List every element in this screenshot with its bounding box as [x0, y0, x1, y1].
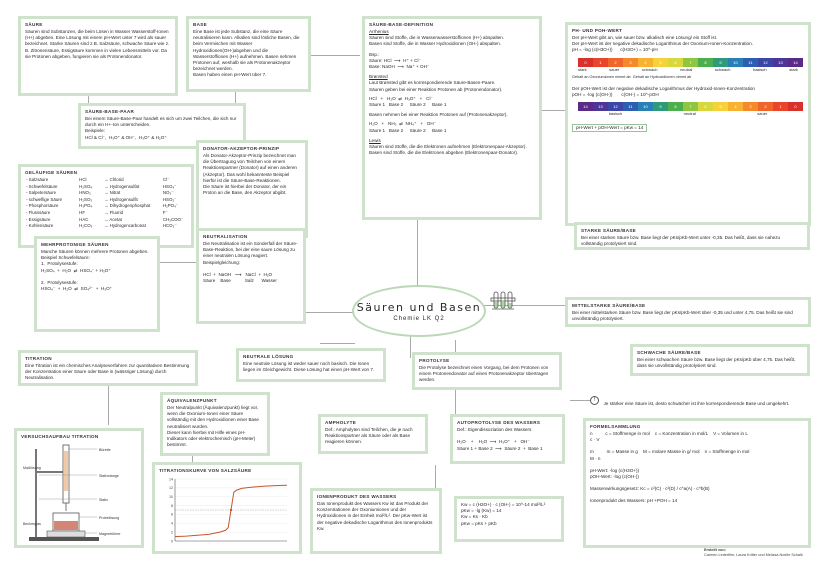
label-magnetruehrer: Magnetrührer [99, 532, 121, 536]
titration-card [18, 350, 198, 386]
table-cell: → Fluorid [104, 209, 124, 215]
titration-setup-illustration [21, 441, 141, 545]
aufbau-title: VERSUCHSAUFBAU TITRATION [21, 434, 99, 439]
table-row [25, 177, 187, 184]
y-tick-label: 4 [171, 521, 173, 526]
arrhenius-title: Arrhenius [369, 29, 389, 34]
formel-ionenprodukt: Ionenprodukt des Wassers: pH +POH = 14 [590, 498, 678, 504]
label-stark-2: stark [789, 66, 798, 72]
ampholyt-title: AMPHOLYTE [325, 420, 357, 425]
table-cell: - Essigsäure [26, 216, 51, 222]
poh-formula: pOH = -log (c(OH-)) c(OH-) = 10^-pOH [572, 92, 659, 98]
mehrprotonig-text: Manche Säuren können mehrere Protonen abgeben. Beispiel Schwefelsäure: 1. Protolysestufe: H₂SO₄ + H₂O ⇌ HSO₄⁻ + H₃O⁺ 2. Protolysestufe: HSO₄⁻ + H₂O ⇌ SO₄²⁻ + H₃O⁺ [41, 249, 149, 292]
protolyse-text: Die Protolyse bezeichnet einen Vorgang, bei dem Protonen von einem Protonendonator auf einen Protonenakzeptor übertragen werden. [419, 365, 550, 383]
titration-curve-chart [159, 475, 295, 549]
base-card [186, 16, 311, 92]
base-title: BASE [193, 22, 207, 27]
table-cell: → Hydrogencarbonat [104, 223, 146, 229]
ph-title: PH- UND POH-WERT [572, 28, 623, 33]
mehrprotonig-card [34, 236, 160, 332]
table-cell: → Acetat [104, 216, 122, 222]
ionenprodukt-text: Das Ionenprodukt des Wassers Kw ist das Produkt der Konzentrationen der Oxoniumionen und der Hydroxidionen in der Einheit mol²/L². Der pKw-Wert ist der negative dekadische Logarithmus des Ionenprodukts Kw. [317, 501, 434, 531]
bronsted-title: Brønsted [369, 74, 388, 80]
table-row [25, 197, 187, 204]
ampholyt-text: Def.: Ampholyten sind Teilchen, die je nach Reaktionspartner als Säure oder als Base reagieren können. [325, 427, 414, 445]
schwach-title: SCHWACHE SÄURE/BASE [637, 350, 701, 355]
staerker-text: Je stärker eine Säure ist, desto schwächer ist ihre korrespondierende Base und umgekehrt. [603, 401, 790, 406]
ampholyt-card [318, 414, 428, 454]
ph-formula-1: pH = -log (c(H3O+)) c(H3O+) = 10^-pH [572, 47, 658, 53]
kurve-card [152, 462, 302, 554]
table-cell: - Salpetersäure [26, 190, 57, 196]
table-cell: → Hydrogensulfat [104, 183, 140, 189]
label-stativ: Stativ [99, 498, 108, 502]
ph-scale-cell: 12 [758, 58, 773, 67]
sbdef-title: SÄURE-BASE-DEFINITION [369, 22, 434, 27]
ph-scale-cell: 9 [713, 58, 728, 67]
label-neutral: neutral [683, 111, 696, 117]
table-cell: CH₃COO⁻ [162, 216, 184, 222]
neutralisation-title: NEUTRALISATION [203, 234, 248, 239]
bronsted-equation-2: H₂O + NH₃ ⇌ NH₄⁺ + OH⁻ Säure 1 Base 2 Säure 2 Base 1 [369, 121, 447, 133]
formel-mwg: Massenwirkungsgesetz: Kc = c²(C) · c²(D) / c^a(A) · c^b(B) [590, 486, 710, 492]
label-buerette: Bürette [99, 448, 111, 452]
table-cell: HF [79, 209, 86, 215]
table-cell: H₃PO₄ [79, 203, 93, 209]
table-cell: H₂CO₃ [79, 223, 93, 229]
equivalence-point [230, 509, 232, 511]
ionenprodukt-title: IONENPRODUKT DES WASSERS [317, 494, 397, 499]
formel-ph: pH-Wert: -log (c(H3O+)) pOH-Wert: -log (c(OH-)) [590, 467, 640, 480]
bronsted-text-2: Basen nehmen bei einer Reaktion Protonen auf (Protonenakzeptor). [369, 112, 508, 118]
ph-scale-cell: 7 [683, 102, 698, 111]
connector [570, 400, 590, 401]
autoprotolyse-text: Def.: Eigendissoziation des Wassers H₂O + H₂O ⟶ H₃O⁺ + OH⁻ Säure 1 + Base 2 ⟶ Säure 2 + Base 1 [457, 427, 543, 451]
label-basisch: basisch [753, 66, 767, 72]
credit [704, 548, 822, 558]
aequivalenz-title: ÄQUIVALENZPUNKT [167, 398, 217, 403]
aequivalenz-text: Der Neutralpunkt (Äquivalenzpunkt) liegt vor, wenn die Oxonium-Ionen einer Säure vollständig mit den Hydroxidionen einer Base neutralisiert wurden. Dieser kann hierbei mit Hilfe eines pH-Indikators oder elektrochemisch (pH-Meter) bestimmt. [167, 405, 259, 448]
label-basisch: basisch [608, 111, 623, 117]
connector [435, 465, 436, 490]
sbdef-card [362, 16, 542, 220]
label-sauer: sauer [757, 111, 768, 117]
schwach-card [630, 344, 810, 376]
bronsted-equation-1: HCl + H₂O ⇌ H₃O⁺ + Cl⁻ Säure 1 Base 2 Säure 2 Base 1 [369, 95, 447, 108]
ph-scale-cell: 0 [788, 102, 803, 111]
y-tick-label: 12 [169, 486, 173, 491]
ph-scale-cell: 0 [578, 58, 593, 67]
center-title [352, 285, 486, 337]
label-probelosung: Probelösung [99, 516, 120, 520]
table-cell: - Schwefelsäure [26, 183, 58, 189]
credit-names: Carmen Lederfilm, Laura Kritter und Melissa Noelle Schalk [704, 553, 803, 557]
ph-note: Gehalt an Oxoniumionen nimmt ab Gehalt an Hydroxidionen nimmt ab [572, 74, 692, 79]
ph-scale-cell: 6 [698, 102, 713, 111]
konzept-text: Als Donator-Akzeptor-Prinzip bezeichnet man die Übertragung von Teilchen von einem Reaktionspartner (Donator) auf einen anderen (Akzeptor). Das wohl bekannteste Beispiel hierfür ist die Säure-Base-Reaktionen. Die Säure ist hierbei der Donator, der ein Proton an die Base, den Akzeptor abgibt. [203, 153, 297, 196]
mittel-card [565, 297, 811, 327]
lewis-text: Säuren sind Stoffe, die die Elektronen aufnehmen (Elektronenpaar-Akzeptor). Basen sind Stoffe, die die Elektronen abgeben (Elektronenpaar-Donator). [369, 144, 527, 156]
aequivalenz-card [160, 392, 270, 456]
ph-scale-cell: 14 [578, 102, 593, 111]
paar-title: SÄURE-BASE-PAAR [85, 109, 135, 114]
ph-text-2: Der pH-Wert ist der negative dekadische Logarithmus der Oxonium-Ionen-Konzentration. [572, 41, 753, 47]
saure-title: SÄURE [25, 22, 43, 27]
ph-scale-cell: 5 [653, 58, 668, 67]
table-cell: - Salzsäure [26, 177, 49, 182]
ph-scale-cell: 8 [668, 102, 683, 111]
ph-scale-labels [578, 67, 798, 72]
ph-scale-cell: 1 [593, 58, 608, 67]
saure-text: Säuren sind Substanzen, die beim Lösen in Wasser Wasserstoff-Ionen (H+) abgeben. Eine Lösung mit einem pH-Wert unter 7 wird als sauer bezeichnet. Starke Säuren sind z.B. Salzsäure, schwache Säure wie z. B. Zitronensäure, Essigsäure kommen in vielen Lebensmitteln vor. Da sie Protonen abgeben, fungieren sie als Protonendonator. [25, 29, 171, 59]
ph-scale-cell: 11 [623, 102, 638, 111]
connector [540, 110, 565, 111]
neutral-title: NEUTRALE LÖSUNG [243, 354, 294, 359]
staerker-note [590, 392, 820, 410]
mittel-text: Bei einer mittelstarken Säure bzw. Base liegt der pKs/pKb-Wert über -0,35 und unter 4,75. Das heißt sie sind unvollständig protolysiert. [572, 310, 795, 322]
starke-saeure-text: Bei einer starken Säure bzw. Base liegt der pKs/pKb-Wert unter -0,35. Das heißt, dass sie nahezu vollständig protolysiert sind. [581, 235, 782, 247]
page-title: Säuren und Basen [356, 300, 482, 314]
label-schwach-2: schwach [714, 66, 731, 72]
neutral-card [236, 348, 386, 382]
poh-text: Der pOH-Wert ist der negative dekadische Logarithmus der Hydroxid-Ionen-Konzentration [572, 85, 755, 91]
ph-scale-cell: 4 [638, 58, 653, 67]
label-sauer: sauer [609, 66, 620, 72]
y-tick-label: 2 [171, 530, 173, 535]
y-tick-label: 10 [169, 495, 173, 500]
poh-scale-labels [578, 111, 798, 116]
protolyse-card [412, 352, 562, 390]
table-cell: - Flusssäure [26, 209, 51, 215]
table-cell: → Hydrogensulfit [104, 196, 138, 202]
label-masslosung: Maßlösung [23, 466, 41, 470]
ph-scale-cell: 3 [623, 58, 638, 67]
starke-saeure-title: STARKE SÄURE/BASE [581, 228, 637, 233]
neutralisation-text: Die Neutralisation ist ein Sonderfall der Säure-Base-Reaktion, bei der eine saure Lösung zu einer neutralen Lösung reagiert. Beispielgleichung: HCl + NaOH ⟶ NaCl + H₂O Säure Base Salz Wasser [203, 241, 298, 284]
label-becherglas: Becherglas [23, 522, 41, 526]
ph-scale-cell: 13 [593, 102, 608, 111]
connector [108, 385, 109, 425]
base-text: Eine Base ist jede Substanz, die eine Säure neutralisieren kann. Alkalien sind lösliche Basen, die beim Vermischen mit Wasser Hydroxidionen(OH-)abgeben und die Wasserstoffionen (H+) aufnehmen. Basen nehmen Protonen auf, weshalb sie als Protonenakzeptor bezeichnet werden. Basen haben einen pH-Wert über 7. [193, 29, 300, 78]
saure-card [18, 16, 178, 96]
ph-card [565, 22, 811, 226]
ionenprodukt-formula-card [454, 496, 564, 542]
ph-scale-cell: 11 [743, 58, 758, 67]
table-cell: HNO₃ [79, 190, 91, 196]
neutral-text: Eine neutrale Lösung ist weder sauer noch basisch. Die Ionen liegen im Gleichgewicht. Diese Lösung hat einen pH-Wert von 7. [243, 361, 375, 373]
table-row [25, 203, 187, 210]
table-cell: HCl [79, 177, 87, 182]
ph-scale-cell: 8 [698, 58, 713, 67]
saeuren-title: GELÄUFIGE SÄUREN [25, 170, 78, 175]
table-cell: F⁻ [162, 209, 168, 215]
schwach-text: Bei einer schwachen Säure bzw. Base liegt der pKs/pKb über 4,75. Das heißt, dass sie unvollständig protolysiert sind. [637, 357, 797, 369]
ionenprodukt-card [310, 488, 442, 554]
poh-scale [578, 102, 803, 111]
ph-scale [578, 58, 804, 67]
ph-scale-cell: 14 [788, 58, 803, 67]
ph-text-1: Der pH-Wert gibt an, wie sauer bzw. alkalisch eine Lösung/ ein Stoff ist. [572, 35, 718, 40]
paar-text: Bei einem Säure-Base-Paar handelt es sich um zwei Teilchen, die sich nur durch ein H+-Ion unterscheiden. Beispiele: HCl & Cl⁻, H₃O⁺ & OH⁻, H₃O⁺ & H₂O⁺ [85, 116, 237, 140]
label-stativstange: Stativstange [99, 474, 119, 478]
table-cell: H₂SO₃ [79, 196, 93, 202]
table-cell: HSO₄⁻ [162, 183, 177, 189]
titration-text: Eine Titration ist ein chemisches Analyseverfahren zur quantitativen Bestimmung der Konzentration einer Säure oder Base in (wässriger Lösung) durch Neutralisation. [25, 363, 191, 381]
arrhenius-text: Säuren sind Stoffe, die in Wasserwasserstoffionen (H+) abspalten. Basen sind Stoffe, die in Wasser Hydroxidionen (OH-) abspalten. [369, 35, 505, 47]
kurve-title: TITRATIONSKURVE VON SALZSÄURE [159, 468, 252, 473]
table-cell: → Dihydrogenphosphat [104, 203, 151, 209]
y-tick-label: 6 [171, 512, 173, 517]
table-cell: H₂PO₄⁻ [162, 203, 179, 209]
ph-scale-cell: 3 [743, 102, 758, 111]
formel-masse: m m = Masse in g M = molare Masse in g/ mol n = Stoffmenge in mol M · n [590, 449, 750, 461]
formeln-title: FORMELSAMMLUNG [590, 424, 641, 429]
protolyse-title: PROTOLYSE [419, 358, 450, 363]
formel-konzentration: n c = Stoffmenge in mol c = Konzentration in mol/L V = Volumen in L c · V [590, 431, 748, 443]
ph-scale-cell: 9 [653, 102, 668, 111]
connector [310, 55, 360, 56]
ph-scale-cell: 12 [608, 102, 623, 111]
ph-scale-cell: 10 [638, 102, 653, 111]
table-cell: HCO₃⁻ [162, 223, 177, 229]
formeln-card [583, 418, 811, 548]
y-tick-label: 14 [169, 477, 173, 482]
table-cell: → Chlorid [104, 177, 124, 182]
starke-saeure-card [574, 222, 810, 250]
table-cell: - schweflige Säure [26, 196, 63, 202]
mittel-title: MITTELSTARKE SÄURE/BASE [572, 303, 646, 308]
page-subtitle: Chemie LK Q2 [393, 315, 445, 322]
konzept-card [196, 140, 308, 238]
table-row [25, 223, 187, 230]
konzept-title: DONATOR-AKZEPTOR-PRINZIP [203, 146, 280, 151]
table-cell: - Kohlensäure [26, 223, 54, 229]
ph-scale-cell: 7 [683, 58, 698, 67]
ph-scale-cell: 2 [758, 102, 773, 111]
table-row [25, 184, 187, 191]
ph-scale-cell: 1 [773, 102, 788, 111]
connector [160, 262, 196, 263]
table-cell: NO₃⁻ [162, 190, 174, 196]
connector [320, 343, 355, 344]
lewis-title: Lewis [369, 137, 381, 143]
table-cell: H₂SO₄ [79, 183, 93, 189]
label-neutral: neutral [680, 66, 693, 72]
table-row [25, 217, 187, 224]
pkw-formula: pH-Wert + pOH-Wert = pKw = 14 [572, 124, 647, 132]
table-cell: HSO₃⁻ [162, 196, 177, 202]
table-cell: - Phosphorsäure [26, 203, 59, 209]
ionenprodukt-formula: Kw = c (H3O+) · c (OH-) = 10^-14 mol²/L² pKw = -lg (Kw) = 14 Kw = Ks · Kb pKw = pKs + pKb [461, 502, 546, 526]
exclamation-icon: ! [590, 396, 599, 405]
label-stark: stark [578, 66, 587, 72]
ph-scale-cell: 10 [728, 58, 743, 67]
autoprotolyse-title: AUTOPROTOLYSE DES WASSERS [457, 420, 541, 425]
titration-title: TITRATION [25, 356, 52, 361]
connector [417, 220, 418, 286]
credit-title: Erstellt von: [704, 548, 726, 552]
table-row [25, 210, 187, 217]
table-row [25, 190, 187, 197]
saeuren-table [25, 177, 187, 230]
ph-scale-cell: 6 [668, 58, 683, 67]
table-cell: HAC [79, 216, 89, 222]
bronsted-text: Laut Brønsted gibt es korrespondierende Säure-Basen-Paare. Säuren geben bei einer Reaktion Protonen ab (Protonendonator). [369, 80, 503, 92]
autoprotolyse-card [450, 414, 565, 464]
y-tick-label: 8 [171, 503, 173, 508]
y-tick-label: 0 [171, 539, 173, 544]
label-schwach: schwach [641, 66, 658, 72]
arrhenius-example: Bsp.: Säure: HCl ⟶ H⁺ + Cl⁻ Base: NaOH ⟶ Na⁺ + OH⁻ [369, 51, 430, 70]
ph-scale-cell: 2 [608, 58, 623, 67]
neutralisation-card [196, 228, 306, 324]
aufbau-card [14, 428, 144, 548]
ph-scale-cell: 4 [728, 102, 743, 111]
table-cell: Cl⁻ [162, 177, 170, 182]
mehrprotonig-title: MEHRPROTONIGE SÄUREN [41, 242, 109, 247]
connector [305, 312, 353, 313]
ph-scale-cell: 5 [713, 102, 728, 111]
table-cell: → Nitrat [104, 190, 121, 196]
test-tube-rack-icon [490, 290, 516, 312]
ph-scale-cell: 13 [773, 58, 788, 67]
